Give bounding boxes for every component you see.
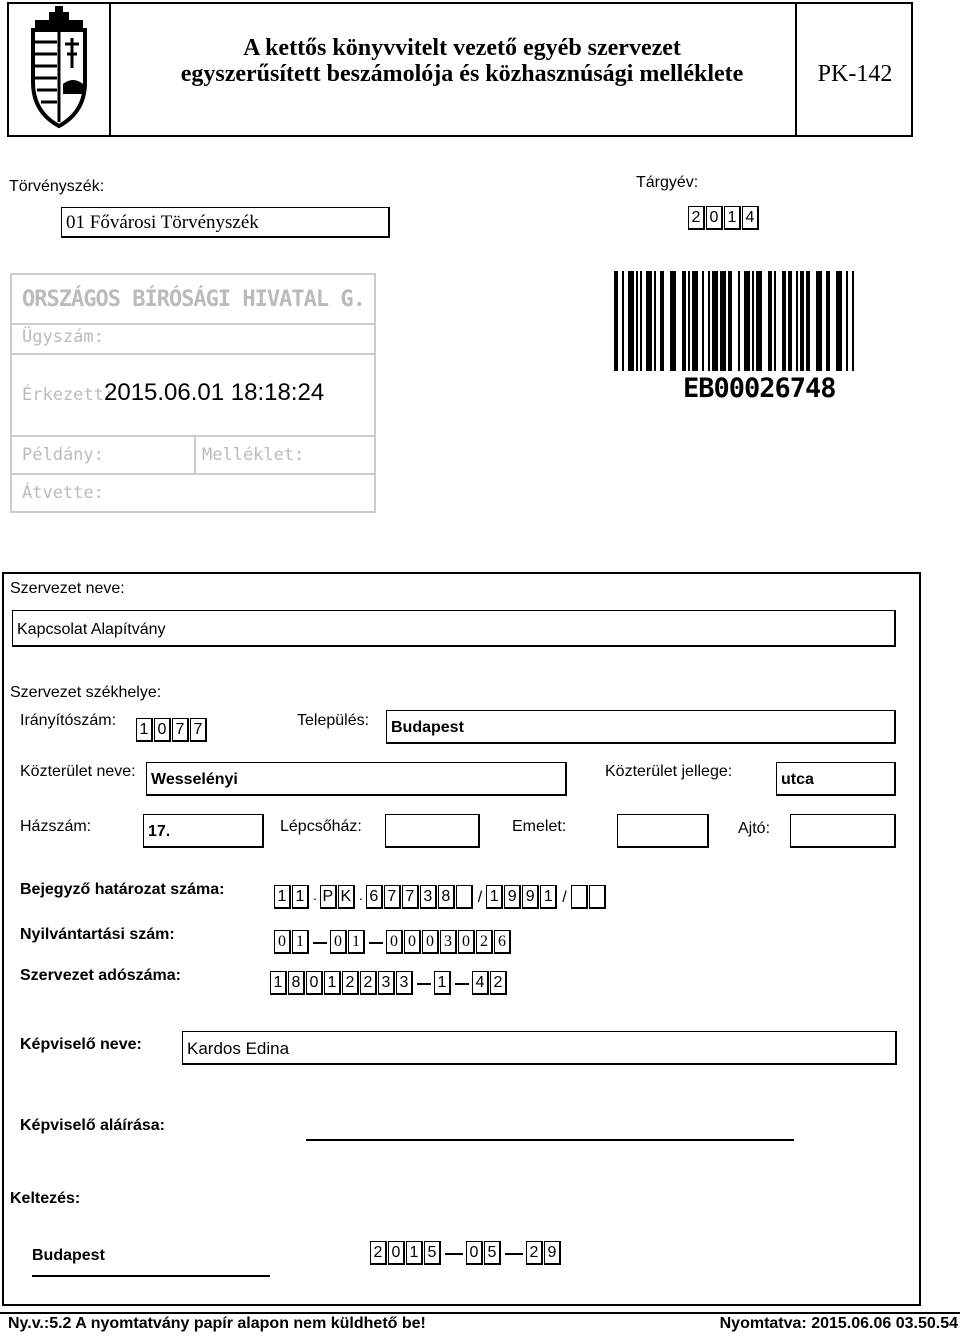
stamp-received-value: 2015.06.01 18:18:24	[104, 379, 325, 406]
door-field[interactable]	[790, 814, 896, 848]
decision-year-cell[interactable]: 1	[486, 885, 503, 909]
footer-printed: Nyomtatva: 2015.06.06 03.50.54	[719, 1315, 958, 1332]
zip-label: Irányítószám:	[20, 712, 117, 729]
barcode-bar	[712, 271, 718, 371]
barcode-bar	[852, 271, 854, 371]
barcode-bar	[670, 271, 676, 371]
floor-field[interactable]	[617, 814, 709, 848]
barcode-bar	[846, 271, 848, 371]
barcode-bar	[796, 271, 798, 371]
year-label: Tárgyév:	[636, 174, 699, 191]
decision-number-cell[interactable]: 6	[366, 885, 383, 909]
barcode-bar	[836, 271, 842, 371]
tax-a-cell[interactable]: 2	[342, 971, 359, 995]
footer-rule	[0, 1312, 960, 1314]
tax-a-cell[interactable]: 8	[288, 971, 305, 995]
signature-label: Képviselő aláírása:	[20, 1117, 165, 1134]
date-day-cell[interactable]: 9	[544, 1241, 561, 1265]
tax-a-cell[interactable]: 3	[378, 971, 395, 995]
year-cells[interactable]	[688, 206, 760, 230]
decision-number-cells[interactable]: 1 1 . P K . 6 7 7 3 8 / 1 9 9 1 /	[274, 885, 607, 909]
barcode-bar	[756, 271, 762, 371]
house-number-field[interactable]	[143, 814, 264, 848]
barcode-bar	[774, 271, 776, 371]
tax-a-cell[interactable]: 1	[324, 971, 341, 995]
register-a-cell[interactable]: 1	[292, 930, 309, 954]
decision-year-cell[interactable]: 9	[522, 885, 539, 909]
register-c-cell[interactable]: 0	[386, 930, 403, 954]
zip-digit-cell[interactable]: 1	[136, 718, 153, 742]
decision-type-cell[interactable]: K	[338, 885, 355, 909]
barcode-bar	[692, 271, 698, 371]
date-month-cell[interactable]: 0	[466, 1241, 483, 1265]
tax-a-cell[interactable]: 0	[306, 971, 323, 995]
year-digit-cell[interactable]: 1	[724, 206, 741, 230]
barcode-bar	[660, 271, 664, 371]
form-code: PK-142	[817, 61, 893, 87]
barcode-bar	[614, 271, 618, 371]
decision-suffix-cell[interactable]	[571, 885, 588, 909]
stamp-office: ORSZÁGOS BÍRÓSÁGI HIVATAL G.	[22, 287, 365, 312]
date-month-cell[interactable]: 5	[484, 1241, 501, 1265]
decision-number-cell[interactable]: 3	[420, 885, 437, 909]
date-year-cell[interactable]: 1	[406, 1241, 423, 1265]
barcode-bar	[708, 271, 710, 371]
city-value: Budapest	[391, 719, 464, 736]
house-number-label: Házszám:	[20, 818, 92, 835]
tax-number-label: Szervezet adószáma:	[20, 967, 181, 984]
decision-year-cell[interactable]: 1	[540, 885, 557, 909]
representative-name-field[interactable]	[182, 1031, 897, 1065]
dating-place-line	[32, 1275, 270, 1277]
tax-c-cell[interactable]: 2	[490, 971, 507, 995]
barcode-bar	[720, 271, 726, 371]
zip-digit-cell[interactable]: 7	[190, 718, 207, 742]
city-label: Település:	[297, 712, 370, 729]
zip-digit-cell[interactable]: 7	[172, 718, 189, 742]
decision-suffix-cell[interactable]	[589, 885, 606, 909]
decision-number-cell[interactable]: 8	[438, 885, 455, 909]
stamp-taken-label: Átvette:	[22, 483, 104, 503]
barcode-bar	[806, 271, 810, 371]
barcode-bar	[744, 271, 750, 371]
tax-b-cell[interactable]: 1	[434, 971, 451, 995]
stamp-received-label: Érkezett:	[22, 385, 115, 405]
decision-year-cell[interactable]: 9	[504, 885, 521, 909]
zip-cells[interactable]	[136, 718, 208, 742]
tax-a-cell[interactable]: 1	[270, 971, 287, 995]
barcode-bar	[636, 271, 638, 371]
barcode-bar	[816, 271, 822, 371]
form-code-cell	[795, 4, 913, 135]
barcode-code: EB00026748	[683, 373, 836, 404]
house-number-value: 17.	[148, 823, 171, 840]
date-year-cell[interactable]: 5	[424, 1241, 441, 1265]
street-type-label: Közterület jellege:	[605, 763, 733, 780]
decision-type-cell[interactable]: P	[320, 885, 337, 909]
decision-label: Bejegyző határozat száma:	[20, 881, 225, 898]
barcode-bar	[702, 271, 704, 371]
street-label: Közterület neve:	[20, 763, 136, 780]
year-digit-cell[interactable]: 4	[742, 206, 759, 230]
signature-line[interactable]	[306, 1139, 794, 1141]
court-field[interactable]	[61, 207, 390, 238]
barcode-bar	[768, 271, 772, 371]
barcode	[614, 271, 856, 379]
barcode-bar	[826, 271, 830, 371]
representative-name-label: Képviselő neve:	[20, 1036, 142, 1053]
register-number-cells[interactable]	[274, 930, 512, 954]
street-type-field[interactable]	[776, 762, 896, 796]
floor-label: Emelet:	[512, 818, 567, 835]
date-year-cell[interactable]: 2	[370, 1241, 387, 1265]
barcode-bar	[800, 271, 804, 371]
year-digit-cell[interactable]: 2	[688, 206, 705, 230]
barcode-bar	[622, 271, 624, 371]
register-c-cell[interactable]: 0	[458, 930, 475, 954]
org-name-field[interactable]	[12, 610, 896, 647]
stamp-copy-label: Példány:	[22, 445, 104, 465]
coat-of-arms-icon	[9, 4, 111, 135]
barcode-bar	[640, 271, 642, 371]
org-name-value: Kapcsolat Alapítvány	[17, 621, 166, 638]
city-field[interactable]	[386, 710, 896, 744]
barcode-bar	[654, 271, 656, 371]
year-digit-cell[interactable]: 0	[706, 206, 723, 230]
barcode-bar	[752, 271, 754, 371]
decision-court-cell[interactable]: 1	[292, 885, 309, 909]
court-value: 01 Fővárosi Törvényszék	[66, 212, 259, 233]
representative-name-value: Kardos Edina	[187, 1039, 290, 1058]
tax-c-cell[interactable]: 4	[472, 971, 489, 995]
receipt-stamp	[10, 273, 376, 513]
register-c-cell[interactable]: 6	[494, 930, 511, 954]
register-b-cell[interactable]: 1	[348, 930, 365, 954]
barcode-bar	[628, 271, 634, 371]
barcode-bars	[614, 271, 856, 375]
date-year-cell[interactable]: 0	[388, 1241, 405, 1265]
register-a-cell[interactable]: 0	[274, 930, 291, 954]
register-b-cell[interactable]: 0	[330, 930, 347, 954]
dating-date-cells[interactable]	[370, 1241, 562, 1265]
stairs-field[interactable]	[385, 814, 480, 848]
street-value: Wesselényi	[151, 771, 238, 788]
org-name-label: Szervezet neve:	[10, 580, 125, 597]
footer-version: Ny.v.:5.2 A nyomtatvány papír alapon nem küldhető be!	[8, 1315, 426, 1332]
zip-digit-cell[interactable]: 0	[154, 718, 171, 742]
street-field[interactable]	[146, 762, 567, 796]
stamp-case-label: Ügyszám:	[22, 327, 104, 347]
register-c-cell[interactable]: 3	[440, 930, 457, 954]
decision-number-cell[interactable]: 7	[402, 885, 419, 909]
court-label: Törvényszék:	[9, 178, 105, 195]
barcode-bar	[728, 271, 732, 371]
stairs-label: Lépcsőház:	[280, 818, 362, 835]
barcode-bar	[738, 271, 740, 371]
tax-number-cells[interactable]	[270, 971, 508, 995]
dating-place[interactable]: Budapest	[32, 1247, 105, 1264]
register-c-cell[interactable]: 2	[476, 930, 493, 954]
barcode-bar	[788, 271, 792, 371]
stamp-attachment-label: Melléklet:	[202, 445, 305, 465]
org-seat-label: Szervezet székhelye:	[10, 684, 162, 701]
register-label: Nyilvántartási szám:	[20, 926, 175, 943]
date-day-cell[interactable]: 2	[526, 1241, 543, 1265]
barcode-bar	[646, 271, 652, 371]
dating-label: Keltezés:	[10, 1190, 81, 1207]
barcode-bar	[682, 271, 686, 371]
street-type-value: utca	[781, 771, 814, 788]
register-c-cell[interactable]: 0	[422, 930, 439, 954]
form-title-line2: egyszerűsített beszámolója és közhasznúsági melléklete	[180, 61, 744, 87]
register-c-cell[interactable]: 0	[404, 930, 421, 954]
door-label: Ajtó:	[738, 820, 771, 837]
barcode-bar	[782, 271, 786, 371]
decision-number-cell[interactable]: 7	[384, 885, 401, 909]
tax-a-cell[interactable]: 3	[396, 971, 413, 995]
decision-number-cell[interactable]	[456, 885, 473, 909]
header-box	[7, 2, 913, 137]
barcode-bar	[688, 271, 690, 371]
tax-a-cell[interactable]: 2	[360, 971, 377, 995]
form-title-line1: A kettős könyvvitelt vezető egyéb szervezet	[243, 35, 681, 61]
decision-court-cell[interactable]: 1	[274, 885, 291, 909]
